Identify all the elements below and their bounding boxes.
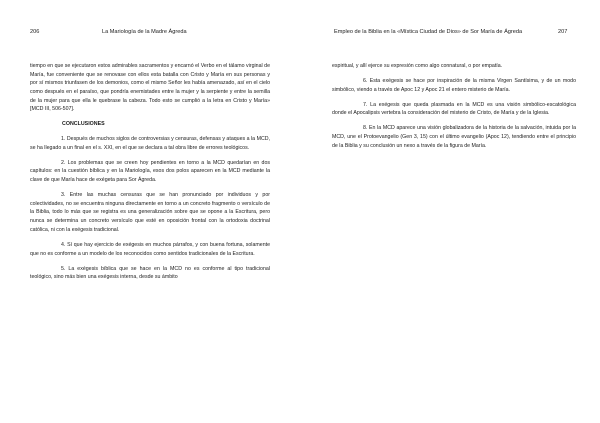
conclusion-7: 7. La exégesis que queda plasmada en la MCD es una visión simbólico-escatológica donde el Apocalipsis vertebra la consideración del misterio de Cristo, de María y de la Iglesia. (332, 101, 576, 117)
conclusion-5: 5. La exégesis bíblica que se hace en la MCD no es conforme al tipo tradicional teológico, sino más bien una exégesis interna, desde su ámbito (30, 265, 270, 281)
page-number-right: 207 (558, 29, 568, 35)
conclusion-2: 2. Los problemas que se creen hoy pendientes en torno a la MCD quedarían en dos capítulos: en la cuestión bíblica y en la Mariología, esos dos polos aparecen en la MCD mediante la clave de que María hace de exégeta para Sor Ágreda. (30, 159, 270, 184)
running-head-right: Empleo de la Biblia en la «Mística Ciudad de Dios» de Sor María de Ágreda (334, 29, 523, 35)
conclusion-6: 6. Esta exégesis se hace por inspiración de la misma Virgen Santísima, y de un modo simbólico, viendo a través de Apoc 12 y Apoc 21 el entero misterio de María. (332, 78, 576, 93)
section-heading: CONCLUSIONES (62, 121, 105, 128)
conclusion-4: 4. Sí que hay ejercicio de exégesis en muchos párrafos, y con buena fortuna, solamente que no es conforme a un modelo de los reconocidos como sentidos tradicionales de la Escritura. (30, 241, 270, 257)
left-page-body (30, 62, 270, 288)
right-page (300, 0, 600, 423)
conclusion-1: 1. Después de muchos siglos de controversias y censuras, defensas y ataques a la MCD, se ha llegado a un final en el s. XXI, en el que se declara a tal obra libre de errores teológicos. (30, 136, 270, 151)
running-head-left: La Mariología de la Madre Ágreda (102, 29, 187, 35)
intro-paragraph-right: espiritual, y allí ejerce su expresión como algo connatural, o por empatía. (332, 63, 503, 69)
conclusion-8: 8. En la MCD aparece una visión globalizadora de la historia de la salvación, intuida por la MCD, une el Protoevangelio (Gen 3, 15) con el último evangelio (Apoc 12), tendiendo entre el principio de la Biblia y su conclusión un nexo a través de la figura de María. (332, 125, 576, 149)
conclusion-3: 3. Entre las muchas censuras que se han pronunciado por individuos y por colectividades, no se encuentra ninguna directamente en torno a un concreto fragmento o versículo de la Biblia, todo lo más que se registra es una generalización sobre que se opone a la Escritura, pero nunca se determina un concreto versículo que esté en oposición frontal con la ortodoxia doctrinal católica, ni con la exégesis tradicional. (30, 192, 270, 233)
right-page-body (332, 62, 576, 157)
intro-paragraph-left: tiempo en que se ejecutaron estos admirables sacramentos y encarnó el Verbo en el tálamo virginal de María, fue conveniente que se renovase con ellos esta batalla con Cristo y María en sus personas y por sí mismos triunfasen de los demonios, como el mismo Señor les había amenazado, así en el cielo como después en el paraíso, que pondría enemistades entre la mujer y la serpiente y entre la semilla de la mujer para que ella le quebrase la cabeza. Todo esto se cumplió a la letra en Cristo y María» [MCD III, 506-507]. (30, 63, 270, 113)
page-number-left: 206 (30, 29, 40, 35)
